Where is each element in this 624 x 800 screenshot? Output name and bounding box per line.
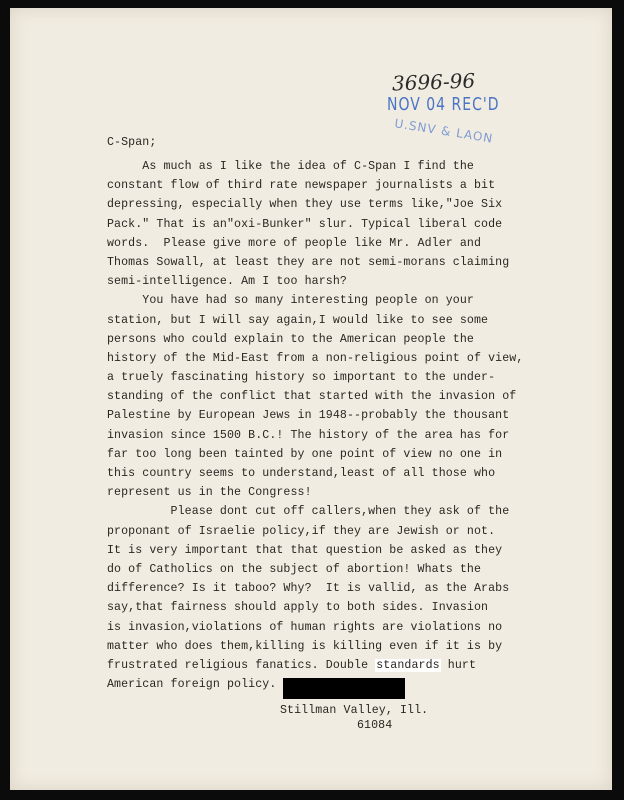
text-line: say,that fairness should apply to both sides. Invasion <box>107 601 489 615</box>
department-stamp: U.SNV & LAON <box>393 116 495 146</box>
text-line: station, but I will say again,I would like to see some <box>107 313 489 327</box>
text-fragment: frustrated religious fanatics. Double <box>107 658 376 672</box>
text-line: history of the Mid-East from a non-religious point of view, <box>107 351 524 365</box>
text-line: semi-intelligence. Am I too harsh? <box>107 275 347 289</box>
text-line: a truely fascinating history so important to the under- <box>107 371 496 385</box>
text-line: far too long been tainted by one point of view no one in <box>107 447 503 461</box>
sender-city: Stillman Valley, Ill. <box>280 704 429 717</box>
text-line: invasion since 1500 B.C.! The history of the area has for <box>107 428 510 442</box>
text-line-highlighted <box>107 656 567 675</box>
highlighted-word: standards <box>376 658 440 672</box>
sender-zip: 61084 <box>357 719 393 732</box>
paragraph-3 <box>107 502 567 694</box>
text-line: proponant of Israelie policy,if they are Jewish or not. <box>107 524 496 538</box>
text-line: Thomas Sowall, at least they are not semi-morans claiming <box>107 255 510 269</box>
paragraph-2 <box>107 291 567 502</box>
salutation: C-Span; <box>107 136 157 149</box>
received-date-stamp: NOV 04 REC'D <box>387 95 500 115</box>
paragraph-1 <box>107 157 567 291</box>
text-fragment: hurt <box>440 658 477 672</box>
text-line: As much as I like the idea of C-Span I find the <box>107 160 474 173</box>
text-line: It is very important that that question be asked as they <box>107 543 503 557</box>
text-line: is invasion,violations of human rights are violations no <box>107 620 503 634</box>
text-line: words. Please give more of people like Mr. Adler and <box>107 236 482 250</box>
text-line: Palestine by European Jews in 1948--probably the thousant <box>107 409 510 423</box>
text-line: You have had so many interesting people on your <box>107 294 474 308</box>
text-line: constant flow of third rate newspaper journalists a bit <box>107 179 496 193</box>
text-line: Pack." That is an"oxi-Bunker" slur. Typical liberal code <box>107 217 503 231</box>
text-line: Please dont cut off callers,when they ask of the <box>107 505 510 519</box>
text-line: do of Catholics on the subject of abortion! Whats the <box>107 562 482 576</box>
text-line: this country seems to understand,least of all those who <box>107 467 496 480</box>
text-line: represent us in the Congress! <box>107 486 312 500</box>
text-line: depressing, especially when they use terms like,"Joe Six <box>107 198 503 212</box>
text-line: American foreign policy. <box>107 678 277 692</box>
text-line: difference? Is it taboo? Why? It is vallid, as the Arabs <box>107 582 510 596</box>
text-line: standing of the conflict that started with the invasion of <box>107 390 517 404</box>
handwritten-file-number: 3696-96 <box>391 68 476 96</box>
redacted-name-block <box>283 678 405 699</box>
text-line: persons who could explain to the American people the <box>107 332 474 346</box>
text-line: matter who does them,killing is killing even if it is by <box>107 639 503 653</box>
letter-body <box>107 157 567 694</box>
